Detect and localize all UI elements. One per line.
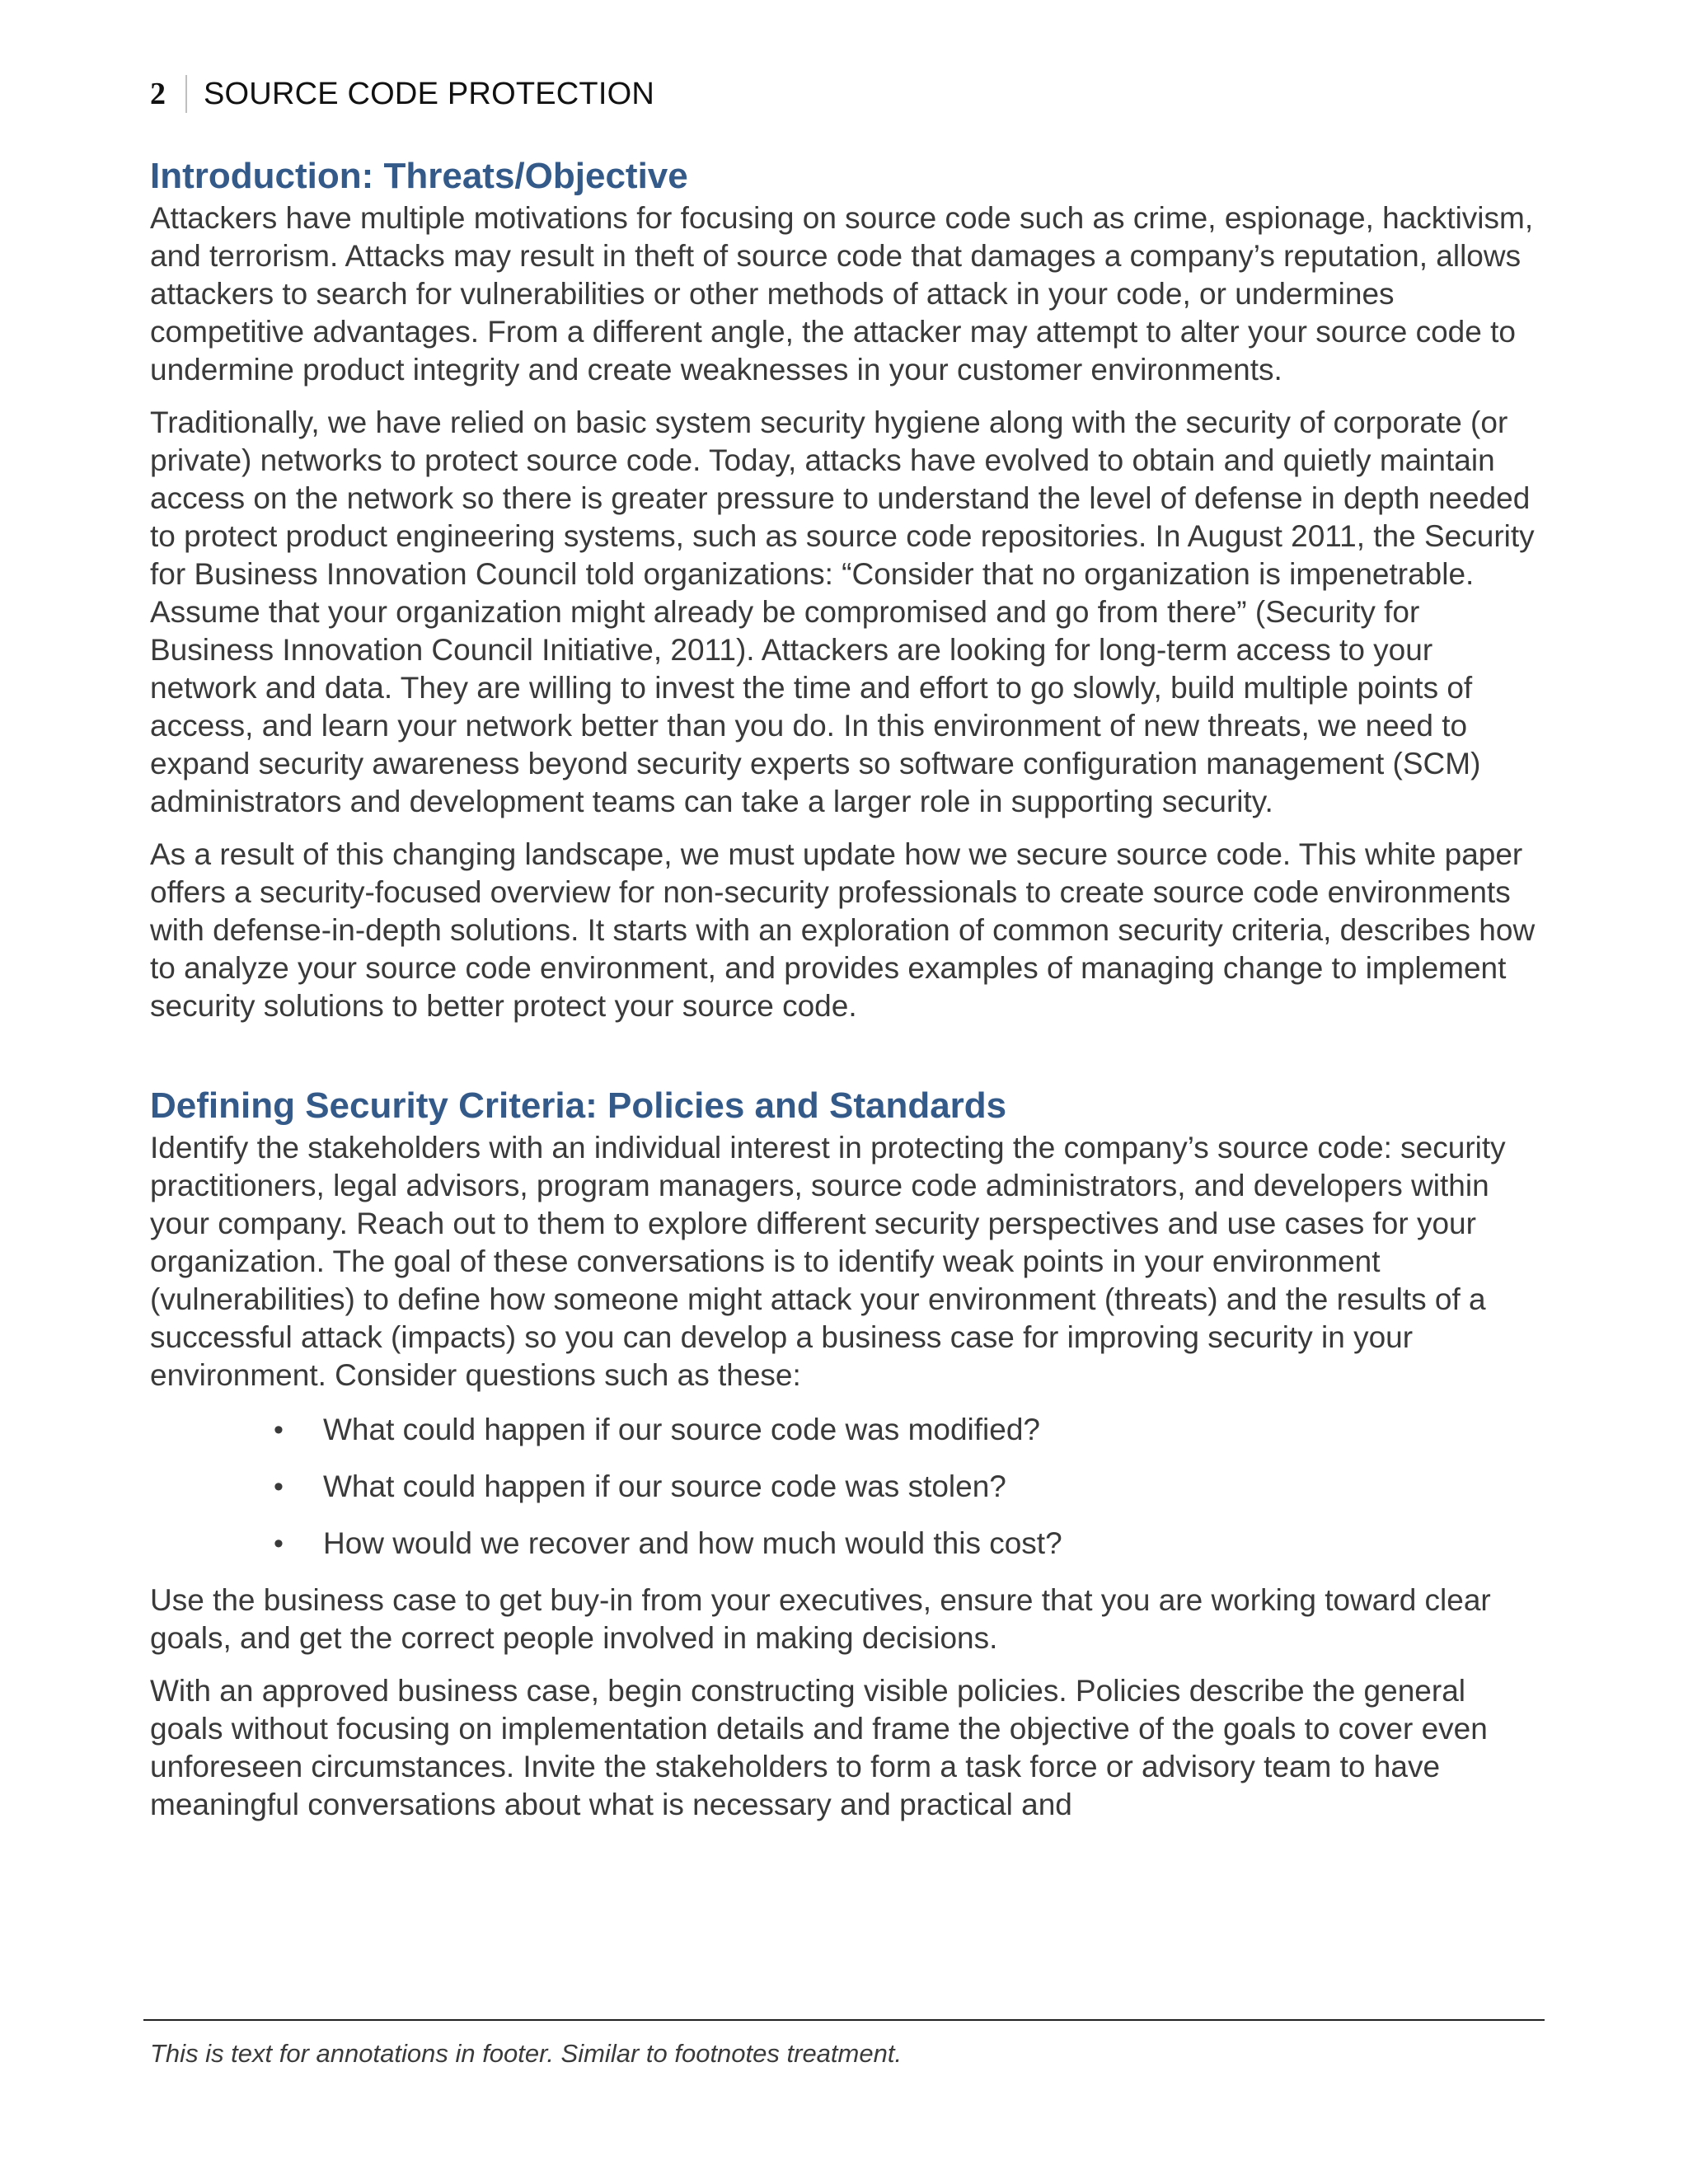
- section-heading-security-criteria: Defining Security Criteria: Policies and Standards: [150, 1085, 1007, 1126]
- list-item-text: What could happen if our source code was modified?: [323, 1413, 1041, 1446]
- footer-divider: [143, 2019, 1545, 2021]
- bullet-marker: •: [274, 1528, 284, 1559]
- list-item: [150, 1411, 1543, 1449]
- bullet-marker: •: [274, 1414, 284, 1446]
- footer-note: This is text for annotations in footer. Similar to footnotes treatment.: [150, 2039, 903, 2068]
- bullet-marker: •: [274, 1471, 284, 1502]
- running-header: [150, 73, 654, 115]
- running-header-title: SOURCE CODE PROTECTION: [204, 77, 654, 111]
- header-divider: [185, 75, 187, 113]
- paragraph: Attackers have multiple motivations for focusing on source code such as crime, espionage, hacktivism, and terrorism. Attacks may result in theft of source code that damages a company’s reputation, allows attackers to search for vulnerabilities or other methods of attack in your code, or undermines competitive advantages. From a different angle, the attacker may attempt to alter your source code to undermine product integrity and create weaknesses in your customer environments.: [150, 201, 1534, 387]
- list-item-text: How would we recover and how much would this cost?: [323, 1526, 1062, 1560]
- list-item: [150, 1468, 1543, 1506]
- paragraph: Traditionally, we have relied on basic system security hygiene along with the security of corporate (or private) networks to protect source code. Today, attacks have evolved to obtain and quietly maintain access on the network so there is greater pressure to understand the level of defense in depth needed to protect product engineering systems, such as source code repositories. In August 2011, the Security for Business Innovation Council told organizations: “Consider that no organization is impenetrable. Assume that your organization might already be compromised and go from there” (Security for Business Innovation Council Initiative, 2011). Attackers are looking for long-term access to your network and data. They are willing to invest the time and effort to go slowly, build multiple points of access, and learn your network better than you do. In this environment of new threats, we need to expand security awareness beyond security experts so software configuration management (SCM) administrators and development teams can take a larger role in supporting security.: [150, 405, 1535, 818]
- paragraph: With an approved business case, begin constructing visible policies. Policies describe the general goals without focusing on implementation details and frame the objective of the goals to cover even unforeseen circumstances. Invite the stakeholders to form a task force or advisory team to have meaningful conversations about what is necessary and practical and: [150, 1674, 1488, 1821]
- bullet-list: [150, 1411, 1543, 1563]
- section-spacer: [150, 1025, 1543, 1083]
- paragraph: Identify the stakeholders with an individual interest in protecting the company’s source code: security practitioners, legal advisors, program managers, source code administrators, and developers within your company. Reach out to them to explore different security perspectives and use cases for your organization. The goal of these conversations is to identify weak points in your environment (vulnerabilities) to define how someone might attack your environment (threats) and the results of a successful attack (impacts) so you can develop a business case for improving security in your environment. Consider questions such as these:: [150, 1131, 1506, 1392]
- body-content: [150, 153, 1543, 1824]
- paragraph: Use the business case to get buy-in from your executives, ensure that you are working toward clear goals, and get the correct people involved in making decisions.: [150, 1583, 1491, 1655]
- section-heading-introduction: Introduction: Threats/Objective: [150, 156, 688, 196]
- list-item-text: What could happen if our source code was stolen?: [323, 1469, 1006, 1503]
- page-number: 2: [150, 77, 166, 111]
- list-item: [150, 1525, 1543, 1563]
- paragraph: As a result of this changing landscape, we must update how we secure source code. This white paper offers a security-focused overview for non-security professionals to create source code environments with defense-in-depth solutions. It starts with an exploration of common security criteria, describes how to analyze your source code environment, and provides examples of managing change to implement security solutions to better protect your source code.: [150, 837, 1536, 1023]
